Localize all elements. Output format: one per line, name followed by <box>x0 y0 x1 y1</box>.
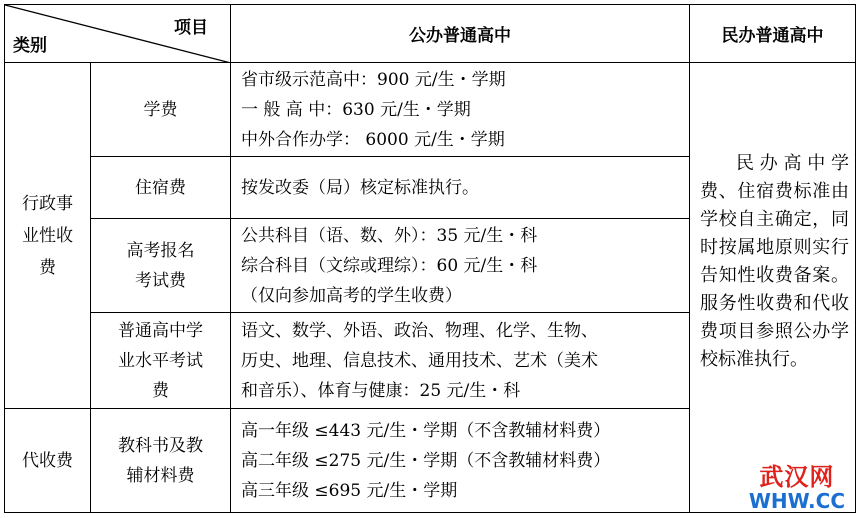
header-private-school: 民办普通高中 <box>690 5 856 63</box>
row-tuition <box>5 63 856 157</box>
watermark-cn: 武汉网 <box>759 463 835 491</box>
detail-line: 公共科目（语、数、外）：35 元/生・科 <box>241 225 538 246</box>
header-row <box>5 5 856 63</box>
detail-line: 按发改委（局）核定标准执行。 <box>241 177 479 198</box>
site-watermark <box>749 464 845 512</box>
category-admin-fees: 行政事业性收费 <box>5 63 91 409</box>
detail-line: （仅向参加高考的学生收费） <box>241 285 462 306</box>
detail-tuition <box>231 63 690 157</box>
detail-line: 省市级示范高中：900 元/生・学期 <box>241 69 506 90</box>
header-public-school: 公办普通高中 <box>231 5 690 63</box>
detail-line: 高三年级 ≤695 元/生・学期 <box>241 480 458 501</box>
header-item-label: 项目 <box>174 18 208 38</box>
detail-line: 中外合作办学： 6000 元/生・学期 <box>241 129 505 150</box>
detail-line: 高一年级 ≤443 元/生・学期（不含教辅材料费） <box>241 420 611 441</box>
item-textbook-fee: 教科书及教辅材料费 <box>91 409 231 513</box>
detail-line: 和音乐）、体育与健康：25 元/生・科 <box>241 380 521 401</box>
watermark-en: WHW.CC <box>748 489 845 513</box>
detail-line: 历史、地理、信息技术、通用技术、艺术（美术 <box>241 350 598 371</box>
private-school-note: 民办高中学费、住宿费标准由学校自主确定，同时按属地原则实行告知性收费备案。服务性收费和代收费项目参照公办学校标准执行。 <box>690 63 856 513</box>
header-diagonal-cell <box>5 5 231 63</box>
detail-line: 语文、数学、外语、政治、物理、化学、生物、 <box>241 320 598 341</box>
item-academic-test-fee: 普通高中学业水平考试费 <box>91 313 231 409</box>
fee-table <box>4 4 856 513</box>
item-exam-fee: 高考报名考试费 <box>91 219 231 313</box>
detail-line: 高二年级 ≤275 元/生・学期（不含教辅材料费） <box>241 450 611 471</box>
item-lodging: 住宿费 <box>91 157 231 219</box>
detail-line: 一 般 高 中：630 元/生・学期 <box>241 99 471 120</box>
category-agency-fees: 代收费 <box>5 409 91 513</box>
item-tuition: 学费 <box>91 63 231 157</box>
header-category-label: 类别 <box>13 36 47 56</box>
detail-exam-fee <box>231 219 690 313</box>
detail-academic-test-fee <box>231 313 690 409</box>
detail-lodging <box>231 157 690 219</box>
detail-textbook-fee <box>231 409 690 513</box>
detail-line: 综合科目（文综或理综）：60 元/生・科 <box>241 255 538 276</box>
